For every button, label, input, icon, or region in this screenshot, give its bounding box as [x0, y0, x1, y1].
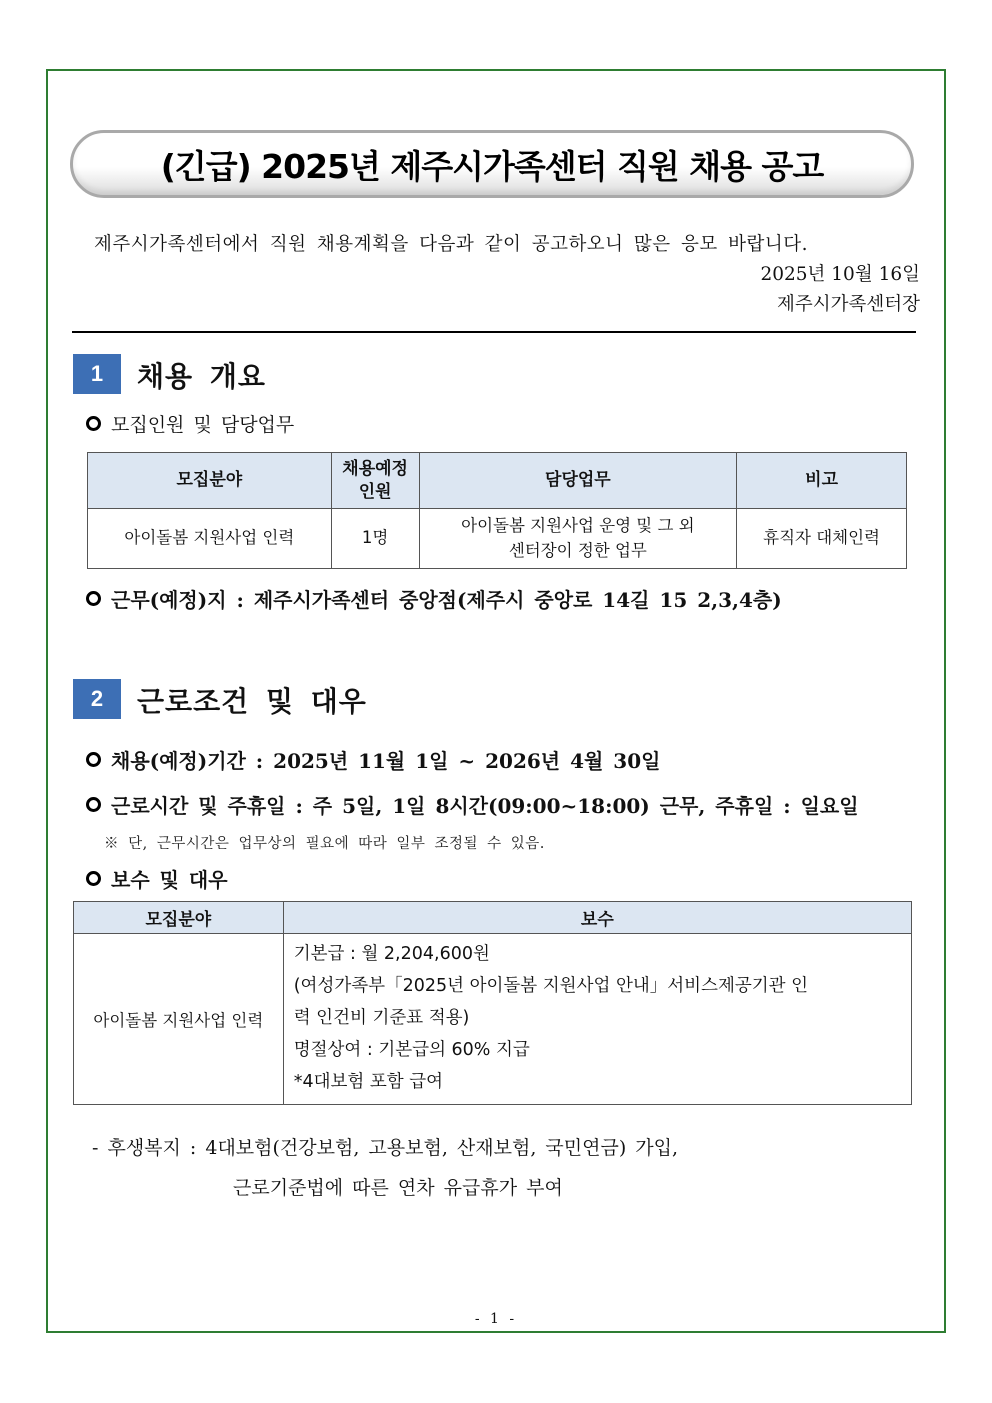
duty-line2: 센터장이 정한 업무: [508, 540, 647, 560]
circle-bullet-icon: [86, 591, 101, 606]
bullet-period-text: 채용(예정)기간 : 2025년 11월 1일 ~ 2026년 4월 30일: [111, 749, 661, 773]
pay-line: 력 인건비 기준표 적용): [293, 1008, 470, 1028]
table-header-row: [88, 453, 907, 509]
recruitment-table: [87, 452, 907, 569]
header-planned-line2: 인원: [358, 481, 392, 502]
table-row: [88, 509, 907, 569]
pay-header-salary: 보수: [283, 902, 911, 934]
pay-header-field: 모집분야: [74, 902, 284, 934]
bullet-location: [86, 584, 782, 613]
circle-bullet-icon: [86, 797, 101, 812]
welfare-line1: - 후생복지 : 4대보험(건강보험, 고용보험, 산재보험, 국민연금) 가입,: [92, 1137, 679, 1159]
welfare-line2: 근로기준법에 따른 연차 유급휴가 부여: [233, 1177, 563, 1199]
bullet-pay-text: 보수 및 대우: [111, 868, 228, 892]
section-2-title: 근로조건 및 대우: [137, 685, 367, 718]
table-header-row: [74, 902, 912, 934]
hours-note: ※ 단, 근무시간은 업무상의 필요에 따라 일부 조정될 수 있음.: [104, 836, 545, 852]
cell-note: 휴직자 대체인력: [737, 509, 907, 569]
duty-line1: 아이돌봄 지원사업 운영 및 그 외: [461, 515, 695, 535]
circle-bullet-icon: [86, 416, 101, 431]
section-1-badge: 1: [73, 354, 121, 394]
circle-bullet-icon: [86, 752, 101, 767]
header-field: 모집분야: [88, 453, 332, 509]
circle-bullet-icon: [86, 871, 101, 886]
bullet-hours: [86, 790, 859, 819]
pay-cell-field: 아이돌봄 지원사업 인력: [74, 934, 284, 1105]
header-duty: 담당업무: [419, 453, 737, 509]
bullet-location-text: 근무(예정)지 : 제주시가족센터 중앙점(제주시 중앙로 14길 15 2,3,4층): [111, 588, 782, 612]
cell-field: 아이돌봄 지원사업 인력: [88, 509, 332, 569]
header-planned-count: [331, 453, 419, 509]
page-number: - 1 -: [474, 1311, 518, 1327]
bullet-period: [86, 745, 660, 774]
bullet-pay: [86, 864, 228, 893]
pay-line: *4대보험 포함 급여: [293, 1072, 444, 1092]
section-2-badge: 2: [73, 679, 121, 719]
pay-line: (여성가족부「2025년 아이돌봄 지원사업 안내」서비스제공기관 인: [293, 976, 809, 996]
intro-text: 제주시가족센터에서 직원 채용계획을 다음과 같이 공고하오니 많은 응모 바랍니다.: [94, 234, 809, 255]
divider: [72, 331, 916, 333]
page-title: (긴급) 2025년 제주시가족센터 직원 채용 공고: [160, 146, 824, 186]
issuer: 제주시가족센터장: [777, 294, 920, 315]
bullet-hours-text: 근로시간 및 주휴일 : 주 5일, 1일 8시간(09:00~18:00) 근무, 주휴일 : 일요일: [111, 794, 859, 818]
pay-table: [73, 901, 912, 1105]
pay-line: 기본급 : 월 2,204,600원: [293, 944, 490, 964]
pay-cell-details: [283, 934, 911, 1105]
section-1-title: 채용 개요: [137, 360, 266, 393]
cell-duty: [419, 509, 737, 569]
title-banner: [70, 130, 914, 198]
announcement-date: 2025년 10월 16일: [760, 264, 920, 285]
header-planned-line1: 채용예정: [342, 459, 408, 480]
pay-line: 명절상여 : 기본급의 60% 지급: [293, 1040, 530, 1060]
header-note: 비고: [737, 453, 907, 509]
bullet-recruitment: [86, 410, 294, 437]
bullet-recruitment-text: 모집인원 및 담당업무: [111, 414, 295, 436]
table-row: [74, 934, 912, 1105]
cell-count: 1명: [331, 509, 419, 569]
